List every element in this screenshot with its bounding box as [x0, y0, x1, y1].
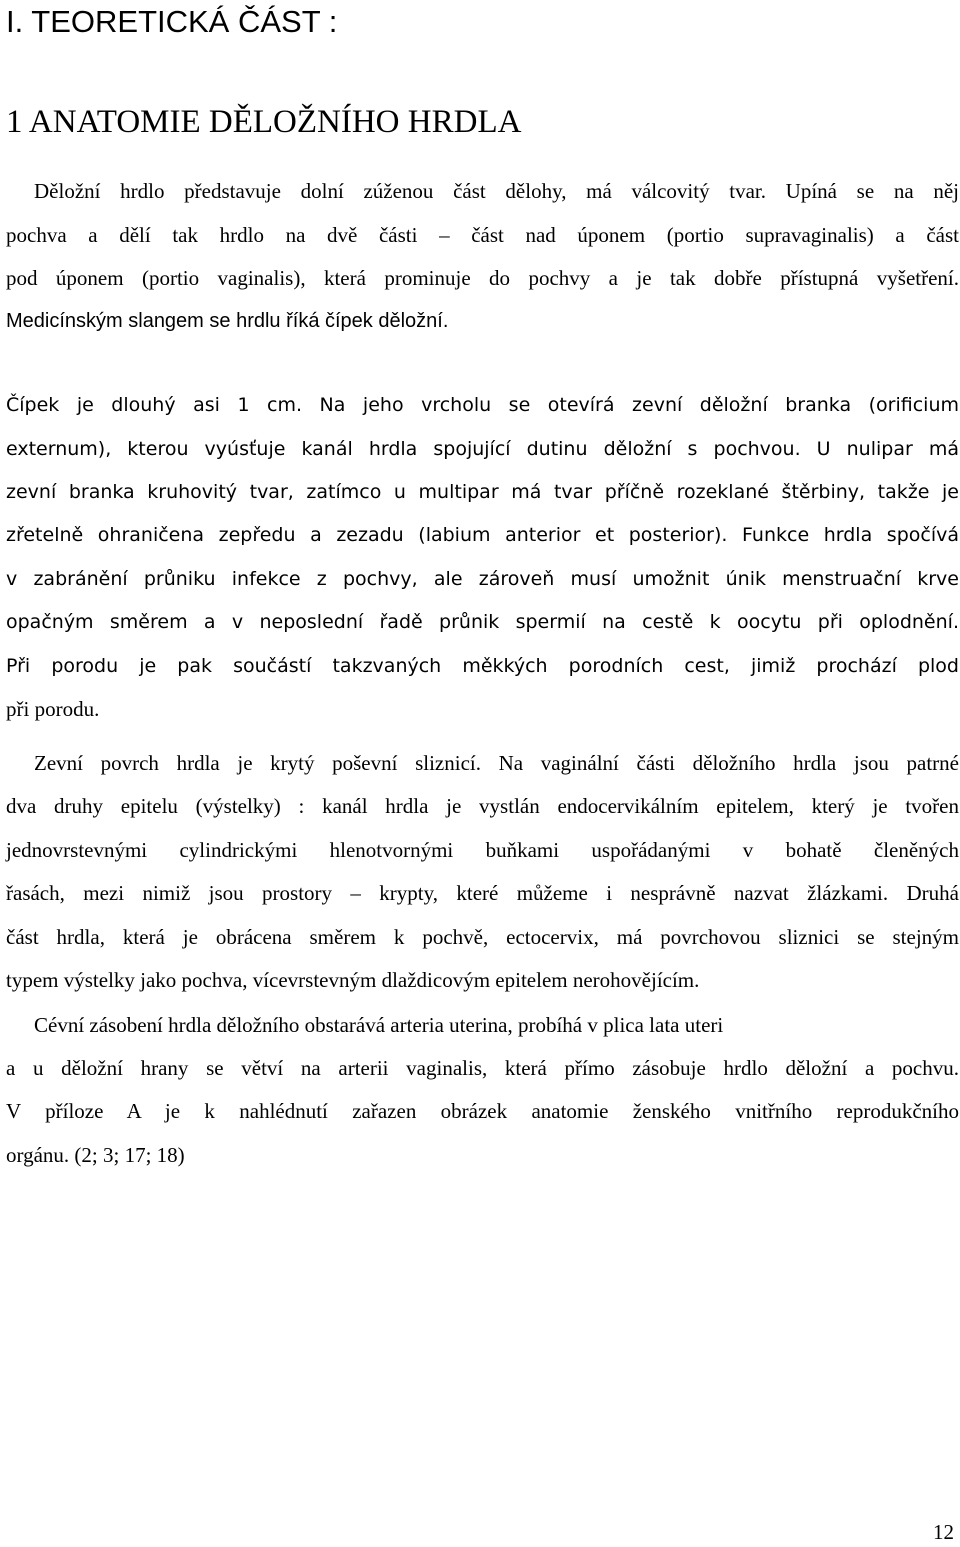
- text-line: opačným směrem a v neposlední řadě průnik spermií na cestě k oocytu při oplodnění.: [6, 611, 959, 633]
- text-line: zevní branka kruhovitý tvar, zatímco u multipar má tvar příčně rozeklané štěrbiny, takže je: [6, 481, 959, 503]
- text-line: typem výstelky jako pochva, vícevrstevným dlaždicovým epitelem nerohovějícím.: [6, 968, 700, 992]
- text-line: řasách, mezi nimiž jsou prostory – krypty, které můžeme i nesprávně nazvat žlázkami. Druhá: [6, 881, 959, 905]
- text-line: dva druhy epitelu (výstelky) : kanál hrdla je vystlán endocervikálním epitelem, který je tvořen: [6, 794, 959, 818]
- text-line: v zabránění průniku infekce z pochvy, ale zároveň musí umožnit únik menstruační krve: [6, 568, 959, 590]
- text-line: zřetelně ohraničena zepředu a zezadu (labium anterior et posterior). Funkce hrdla spočívá: [6, 524, 959, 546]
- chapter-title: 1 ANATOMIE DĚLOŽNÍHO HRDLA: [6, 104, 522, 140]
- text-line: Při porodu je pak součástí takzvaných měkkých porodních cest, jimiž prochází plod: [6, 655, 959, 677]
- text-line: Čípek je dlouhý asi 1 cm. Na jeho vrcholu se otevírá zevní děložní branka (orificium: [6, 394, 959, 416]
- text-line: Zevní povrch hrdla je krytý poševní sliznicí. Na vaginální části děložního hrdla jsou patrné: [34, 751, 959, 775]
- text-line: V příloze A je k nahlédnutí zařazen obrázek anatomie ženského vnitřního reprodukčního: [6, 1099, 959, 1123]
- text-line: externum), kterou vyúsťuje kanál hrdla spojující dutinu děložní s pochvou. U nulipar má: [6, 438, 959, 460]
- text-line: Děložní hrdlo představuje dolní zúženou část dělohy, má válcovitý tvar. Upíná se na něj: [34, 179, 959, 203]
- text-line: pochva a dělí tak hrdlo na dvě části – část nad úponem (portio supravaginalis) a část: [6, 223, 959, 247]
- text-line: při porodu.: [6, 697, 100, 721]
- text-line: část hrdla, která je obrácena směrem k pochvě, ectocervix, má povrchovou sliznici se stejným: [6, 925, 959, 949]
- text-line: orgánu. (2; 3; 17; 18): [6, 1143, 185, 1167]
- text-line: jednovrstevnými cylindrickými hlenotvornými buňkami uspořádanými v bohatě členěných: [6, 838, 959, 862]
- section-title: I. TEORETICKÁ ČÁST :: [6, 4, 338, 39]
- text-line: Medicínským slangem se hrdlu říká čípek děložní.: [6, 310, 449, 332]
- text-line: Cévní zásobení hrdla děložního obstarává arteria uterina, probíhá v plica lata uteri: [34, 1013, 724, 1037]
- text-line: pod úponem (portio vaginalis), která prominuje do pochvy a je tak dobře přístupná vyšetření.: [6, 266, 959, 290]
- page-number: 12: [933, 1520, 954, 1544]
- text-line: a u děložní hrany se větví na arterii vaginalis, která přímo zásobuje hrdlo děložní a pochvu.: [6, 1056, 959, 1080]
